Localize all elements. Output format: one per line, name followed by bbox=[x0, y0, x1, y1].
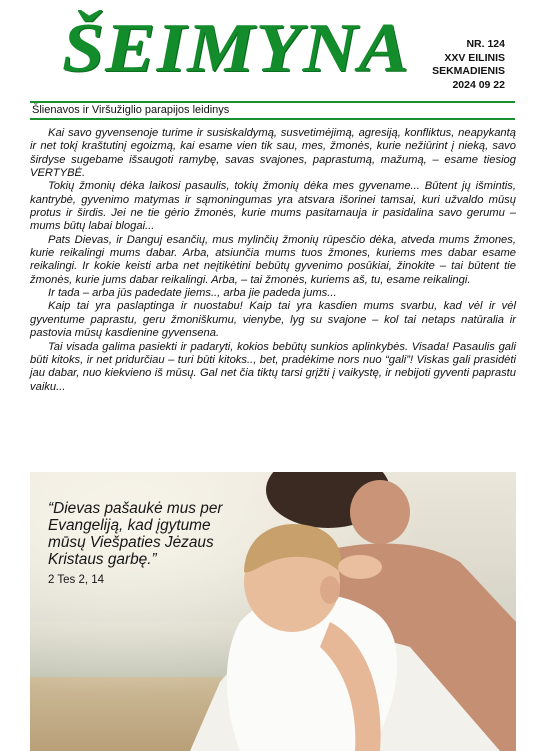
article-paragraph: Kai savo gyvensenoje turime ir susiskaldymą, susvetimėjimą, agresiją, konfliktus, neapykantą ir net tokį kraštutinį egoizmą, kai esame vien tik sau, mes, žmonės, kurie nežiūrint į nieką, savo širdyse sugebame išsaugoti ramybę, savas svajones, paprastumą, mažumą, – esame tiesiog VERTYBĖ. bbox=[30, 127, 516, 180]
article-paragraph: Tai visada galima pasiekti ir padaryti, kokios bebūtų sunkios aplinkybės. Visada! Pasaulis gali būti kitoks, ir net pridurčiau – turi būti kitoks.., bet, pradėkime nors nuo “gali”! Viskas gali prasidėti jau dabar, nuo kiekvieno iš mūsų. Gal net čia tiktų tarsi grįžti į vaikystę, ir nebijoti gyventi paprastu vaiku... bbox=[30, 340, 516, 393]
cover-photo bbox=[30, 472, 516, 751]
quote-text: “Dievas pašaukė mus per Evangeliją, kad įgytume mūsų Viešpaties Jėzaus Kristaus garbę.” bbox=[48, 500, 223, 568]
publication-subtitle: Šlienavos ir Viršužiglio parapijos leidinys bbox=[32, 104, 230, 116]
liturgical-sunday: XXV EILINIS bbox=[444, 51, 505, 64]
issue-number: NR. 124 bbox=[466, 38, 505, 50]
article-paragraph: Ir tada – arba jūs padedate jiems.., arba jie padeda jums... bbox=[48, 287, 337, 300]
article-paragraph: Kaip tai yra paslaptinga ir nuostabu! Kaip tai yra kasdien mums svarbu, kad vėl ir vėl gyventume paprastu, geru žmoniškumu, vienybe, lyg su svajone – kol tai netaps natūralia ir pastovia mūsų kasdienine gyvensena. bbox=[30, 300, 516, 340]
article-body bbox=[30, 127, 516, 394]
issue-info bbox=[395, 38, 505, 92]
article-paragraph: Tokių žmonių dėka laikosi pasaulis, tokių žmonių dėka mes gyvename... Būtent jų išmintis, kantrybė, gyvenimo matymas ir sąmoningumas yra atsvara išorinei tamsai, kuri užvaldo mūsų protus ir širdis. Jei ne tie gėrio žmonės, kurie mums pasitarnauja ir pasidalina savo gerumu – mums būtų labai blogai... bbox=[30, 180, 516, 233]
liturgical-sunday-kind: SEKMADIENIS bbox=[432, 65, 505, 77]
article-paragraph: Pats Dievas, ir Danguj esančių, mus mylinčių žmonių rūpesčio dėka, atveda mums žmones, kurie reikalingi mums dabar. Arba, atsiunčia mums tuos žmones, kuriems mes dabar esame reikalingi. Ir kokie keisti arba net neįtikėtini bebūtų gyvenimo posūkiai, žinokite – tai būtent tie žmonės, kurie jums dabar reikalingi. Arba, – tai žmonės, kuriems aš, tu, esame reikalingi. bbox=[30, 233, 516, 286]
quote-reference: 2 Tes 2, 14 bbox=[48, 574, 105, 586]
newsletter-title: ŠEIMYNA bbox=[62, 10, 410, 87]
bottom-divider bbox=[30, 118, 515, 120]
top-divider bbox=[30, 101, 515, 103]
scripture-quote bbox=[48, 500, 223, 589]
issue-date: 2024 09 22 bbox=[452, 78, 505, 91]
masthead bbox=[0, 0, 535, 125]
